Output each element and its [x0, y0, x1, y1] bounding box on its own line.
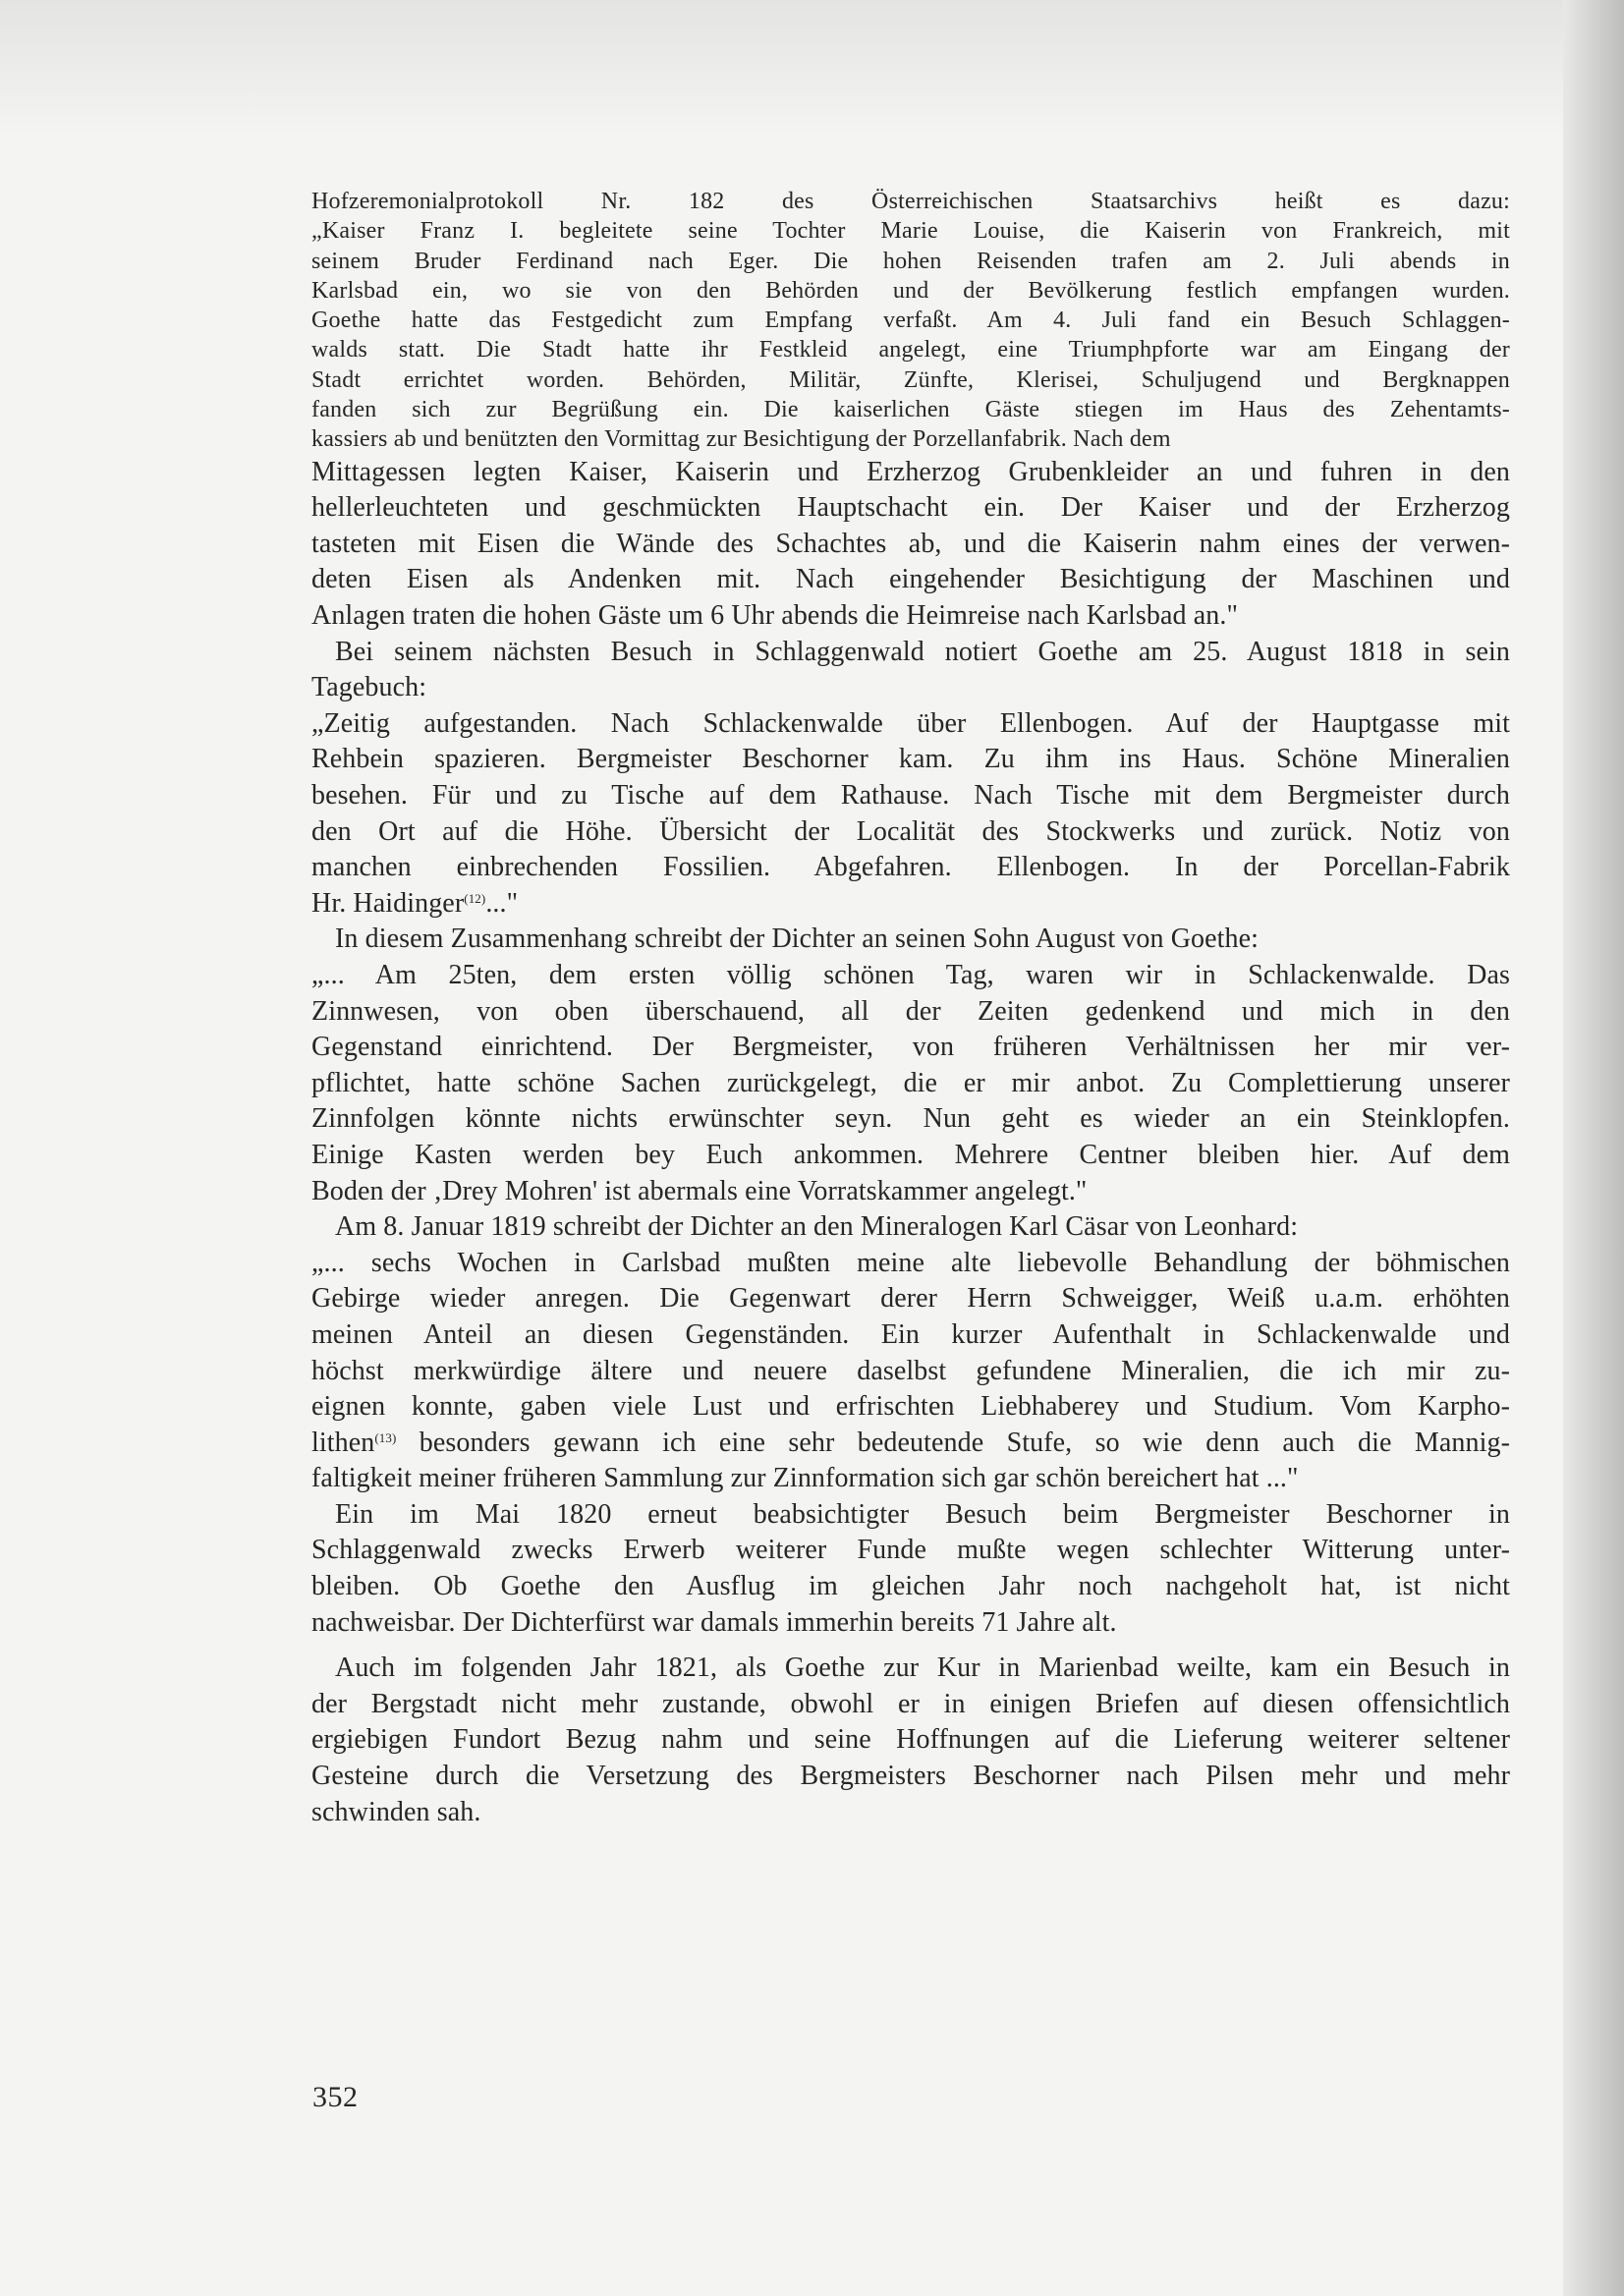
- text-line: Ein im Mai 1820 erneut beabsichtigter Besuch beim Bergmeister Beschorner in: [335, 1498, 1510, 1530]
- paragraph: [311, 958, 1510, 1209]
- text-line: hellerleuchteten und geschmückten Hauptschacht ein. Der Kaiser und der Erzherzog: [311, 492, 1510, 524]
- text-line: schwinden sah.: [311, 1796, 481, 1827]
- text-line: pflichtet, hatte schöne Sachen zurückgelegt, die er mir anbot. Zu Complettierung unserer: [311, 1067, 1510, 1098]
- text-line: Rehbein spazieren. Bergmeister Beschorner kam. Zu ihm ins Haus. Schöne Mineralien: [311, 744, 1510, 775]
- text-line: Anlagen traten die hohen Gäste um 6 Uhr abends die Heimreise nach Karlsbad an.": [311, 600, 1239, 632]
- text-line: bleiben. Ob Goethe den Ausflug im gleichen Jahr noch nachgeholt hat, ist nicht: [311, 1571, 1510, 1602]
- text-line: Zinnfolgen könnte nichts erwünschter seyn. Nun geht es wieder an ein Steinklopfen.: [311, 1103, 1510, 1135]
- text-line: fanden sich zur Begrüßung ein. Die kaiserlichen Gäste stiegen im Haus des Zehentamts-: [311, 397, 1510, 423]
- text-line: Einige Kasten werden bey Euch ankommen. Mehrere Centner bleiben hier. Auf dem: [311, 1139, 1510, 1170]
- text-line: seinem Bruder Ferdinand nach Eger. Die hohen Reisenden trafen am 2. Juli abends in: [311, 248, 1510, 274]
- text-line: Gegenstand einrichtend. Der Bergmeister, von früheren Verhältnissen her mir ver-: [311, 1032, 1510, 1063]
- text-line: „Zeitig aufgestanden. Nach Schlackenwalde über Ellenbogen. Auf der Hauptgasse mit: [311, 707, 1510, 739]
- text-line: In diesem Zusammenhang schreibt der Dichter an seinen Sohn August von Goethe:: [335, 924, 1260, 955]
- text-line: Goethe hatte das Festgedicht zum Empfang verfaßt. Am 4. Juli fand ein Besuch Schlaggen-: [311, 308, 1510, 334]
- page-shadow-top: [0, 0, 1624, 138]
- paragraph: [311, 187, 1510, 455]
- text-line: besehen. Für und zu Tische auf dem Rathause. Nach Tische mit dem Bergmeister durch: [311, 780, 1510, 812]
- text-line: den Ort auf die Höhe. Übersicht der Localität des Stockwerks und zurück. Notiz von: [311, 815, 1510, 847]
- text-line: „... Am 25ten, dem ersten völlig schönen Tag, waren wir in Schlackenwalde. Das: [311, 959, 1510, 990]
- page-binding-edge: [1563, 0, 1624, 2296]
- text-line: Gebirge wieder anregen. Die Gegenwart derer Herrn Schweigger, Weiß u.a.m. erhöhten: [311, 1283, 1510, 1315]
- footnote-marker: (13): [374, 1429, 397, 1445]
- paragraph: [311, 1246, 1510, 1497]
- text-line: „Kaiser Franz I. begleitete seine Tochter Marie Louise, die Kaiserin von Frankreich, mit: [311, 218, 1510, 245]
- text-line: Tagebuch:: [311, 672, 427, 703]
- paragraph: [311, 1651, 1510, 1830]
- text-line: walds statt. Die Stadt hatte ihr Festkleid angelegt, eine Triumphpforte war am Eingang der: [311, 337, 1510, 364]
- text-line: Hr. Haidinger$^{(12)}$...": [311, 887, 519, 919]
- text-line: ergiebigen Fundort Bezug nahm und seine Hoffnungen auf die Lieferung weiterer seltener: [311, 1724, 1510, 1756]
- text-line: Zinnwesen, von oben überschauend, all der Zeiten gedenkend und mich in den: [311, 995, 1510, 1027]
- footnote-marker: (12): [464, 890, 486, 906]
- text-line: faltigkeit meiner früheren Sammlung zur Zinnformation sich gar schön bereichert hat ...": [311, 1463, 1299, 1494]
- paragraph: [311, 706, 1510, 923]
- paragraph: [311, 1209, 1510, 1246]
- text-line: nachweisbar. Der Dichterfürst war damals immerhin bereits 71 Jahre alt.: [311, 1606, 1117, 1638]
- text-line: Boden der ‚Drey Mohren' ist abermals eine Vorratskammer angelegt.": [311, 1175, 1088, 1206]
- body-text: [311, 187, 1510, 1830]
- paragraph: [311, 922, 1510, 958]
- paragraph: [311, 1497, 1510, 1641]
- text-line: der Bergstadt nicht mehr zustande, obwohl er in einigen Briefen auf diesen offensichtlich: [311, 1688, 1510, 1719]
- text-line: Stadt errichtet worden. Behörden, Militär, Zünfte, Klerisei, Schuljugend und Bergknappen: [311, 366, 1510, 393]
- text-line: Gesteine durch die Versetzung des Bergmeisters Beschorner nach Pilsen mehr und mehr: [311, 1761, 1510, 1792]
- text-line: lithen$^{(13)}$ besonders gewann ich eine sehr bedeutende Stufe, so wie denn auch die Mannig-: [311, 1427, 1510, 1458]
- text-line: kassiers ab und benützten den Vormittag zur Besichtigung der Porzellanfabrik. Nach dem: [311, 426, 1171, 453]
- paragraph: [311, 455, 1510, 635]
- text-line: Karlsbad ein, wo sie von den Behörden und der Bevölkerung festlich empfangen wurden.: [311, 277, 1510, 304]
- text-line: Mittagessen legten Kaiser, Kaiserin und Erzherzog Grubenkleider an und fuhren in den: [311, 456, 1510, 487]
- text-line: Bei seinem nächsten Besuch in Schlaggenwald notiert Goethe am 25. August 1818 in sein: [335, 636, 1510, 667]
- text-line: Schlaggenwald zwecks Erwerb weiterer Funde mußte wegen schlechter Witterung unter-: [311, 1535, 1510, 1566]
- text-line: „... sechs Wochen in Carlsbad mußten meine alte liebevolle Behandlung der böhmischen: [311, 1247, 1510, 1278]
- paragraph: [311, 635, 1510, 706]
- text-line: deten Eisen als Andenken mit. Nach eingehender Besichtigung der Maschinen und: [311, 564, 1510, 595]
- text-line: Hofzeremonialprotokoll Nr. 182 des Österreichischen Staatsarchivs heißt es dazu:: [311, 189, 1510, 214]
- text-line: tasteten mit Eisen die Wände des Schachtes ab, und die Kaiserin nahm eines der verwen-: [311, 528, 1510, 559]
- text-line: manchen einbrechenden Fossilien. Abgefahren. Ellenbogen. In der Porcellan-Fabrik: [311, 852, 1510, 883]
- text-line: Am 8. Januar 1819 schreibt der Dichter an den Mineralogen Karl Cäsar von Leonhard:: [335, 1211, 1299, 1243]
- text-line: meinen Anteil an diesen Gegenständen. Ein kurzer Aufenthalt in Schlackenwalde und: [311, 1318, 1510, 1350]
- page-number: 352: [312, 2081, 359, 2113]
- text-line: Auch im folgenden Jahr 1821, als Goethe zur Kur in Marienbad weilte, kam ein Besuch in: [335, 1652, 1510, 1684]
- text-line: eignen konnte, gaben viele Lust und erfrischten Liebhaberey und Studium. Vom Karpho-: [311, 1391, 1510, 1423]
- text-line: höchst merkwürdige ältere und neuere daselbst gefundene Mineralien, die ich mir zu-: [311, 1355, 1510, 1386]
